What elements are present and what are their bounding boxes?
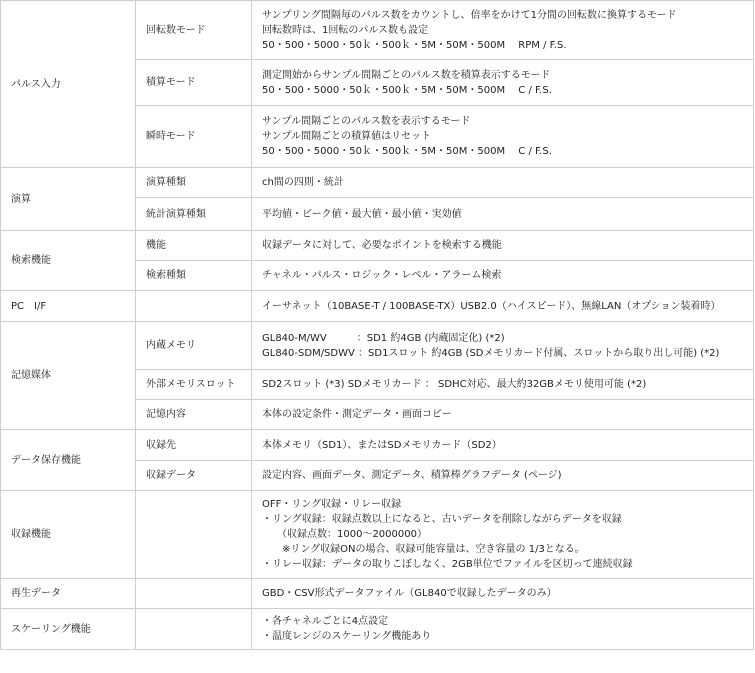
value-line: 測定開始からサンプル間隔ごとのパルス数を積算表示するモード [262, 69, 551, 81]
value-cell [252, 106, 754, 168]
subcategory-cell: 収録先 [136, 430, 252, 461]
value-line: 50・500・5000・50ｋ・500ｋ・5M・50M・500M C / F.S. [262, 146, 552, 157]
subcategory-cell [136, 291, 252, 322]
table-row [1, 491, 754, 579]
subcategory-cell: 統計演算種類 [136, 198, 252, 231]
value-line: ・リング収録：収録点数以上になると、古いデータを削除しながらデータを収録 [262, 514, 622, 525]
table-row [1, 1, 754, 60]
value-cell: 設定内容、画面データ、測定データ、積算棒グラフデータ (ページ) [252, 461, 754, 491]
subcategory-cell: 検索種類 [136, 261, 252, 291]
table-row [1, 168, 754, 198]
category-cell-pulse: パルス入力 [1, 1, 136, 168]
value-cell: 本体メモリ（SD1）、またはSDメモリカード（SD2） [252, 430, 754, 461]
value-cell: チャネル・パルス・ロジック・レベル・アラーム検索 [252, 261, 754, 291]
value-line: （収録点数：1000～2000000） [262, 529, 427, 540]
value-line: GL840-M/WV ：SD1 約4GB (内蔵固定化) (*2) [262, 332, 505, 344]
subcategory-cell: 収録データ [136, 461, 252, 491]
value-line: ・各チャネルごとに4点設定 [262, 616, 389, 627]
value-cell: 平均値・ピーク値・最大値・最小値・実効値 [252, 198, 754, 231]
category-cell-search: 検索機能 [1, 231, 136, 291]
value-line: 回転数時は、1回転のパルス数も設定 [262, 24, 429, 36]
subcategory-cell: 外部メモリスロット [136, 370, 252, 400]
table-row [1, 231, 754, 261]
value-cell [252, 1, 754, 60]
subcategory-cell: 瞬時モード [136, 106, 252, 168]
subcategory-cell: 積算モード [136, 60, 252, 106]
value-cell [252, 491, 754, 579]
category-cell-playback: 再生データ [1, 579, 136, 609]
value-line: ・温度レンジのスケーリング機能あり [262, 631, 432, 642]
value-line: ※リング収録ONの場合、収録可能容量は、空き容量の 1/3となる。 [262, 544, 585, 555]
subcategory-cell: 演算種類 [136, 168, 252, 198]
value-line: GL840-SDM/SDWV ：SD1スロット 約4GB (SDメモリカード付属、スロットから取り出し可能) (*2) [262, 347, 720, 359]
category-cell-calc: 演算 [1, 168, 136, 231]
value-line: サンプル間隔ごとのパルス数を表示するモード [262, 116, 471, 127]
value-line: 50・500・5000・50ｋ・500ｋ・5M・50M・500M RPM / F.S. [262, 39, 567, 51]
value-cell: 本体の設定条件・測定データ・画面コピー [252, 400, 754, 430]
value-cell [252, 322, 754, 370]
category-cell-pcif: PC I/F [1, 291, 136, 322]
subcategory-cell [136, 609, 252, 650]
subcategory-cell: 機能 [136, 231, 252, 261]
subcategory-cell: 内蔵メモリ [136, 322, 252, 370]
category-cell-recording: 収録機能 [1, 491, 136, 579]
table-row [1, 579, 754, 609]
value-cell: ch間の四則・統計 [252, 168, 754, 198]
value-cell [252, 60, 754, 106]
category-cell-storage: 記憶媒体 [1, 322, 136, 430]
value-cell [252, 609, 754, 650]
subcategory-cell: 回転数モード [136, 1, 252, 60]
value-cell: GBD・CSV形式データファイル（GL840で収録したデータのみ） [252, 579, 754, 609]
subcategory-cell [136, 491, 252, 579]
table-row [1, 430, 754, 461]
table-row [1, 322, 754, 370]
value-line: ・リレー収録：データの取りこぼしなく、2GB単位でファイルを区切って連続収録 [262, 559, 633, 570]
category-cell-scaling: スケーリング機能 [1, 609, 136, 650]
subcategory-cell: 記憶内容 [136, 400, 252, 430]
table-row [1, 291, 754, 322]
value-cell: SD2スロット (*3) SDメモリカード ： SDHC対応、最大約32GBメモリ使用可能 (*2) [252, 370, 754, 400]
value-cell: イーサネット（10BASE-T / 100BASE-TX）USB2.0（ハイスピード）、無線LAN（オプション装着時） [252, 291, 754, 322]
value-line: OFF・リング収録・リレー収録 [262, 499, 402, 510]
value-cell: 収録データに対して、必要なポイントを検索する機能 [252, 231, 754, 261]
table-row [1, 609, 754, 650]
value-line: 50・500・5000・50ｋ・500ｋ・5M・50M・500M C / F.S. [262, 84, 552, 96]
value-line: サンプル間隔ごとの積算値はリセット [262, 131, 431, 142]
category-cell-datasave: データ保存機能 [1, 430, 136, 491]
value-line: サンプリング間隔毎のパルス数をカウントし、倍率をかけて1分間の回転数に換算するモード [262, 9, 677, 21]
subcategory-cell [136, 579, 252, 609]
